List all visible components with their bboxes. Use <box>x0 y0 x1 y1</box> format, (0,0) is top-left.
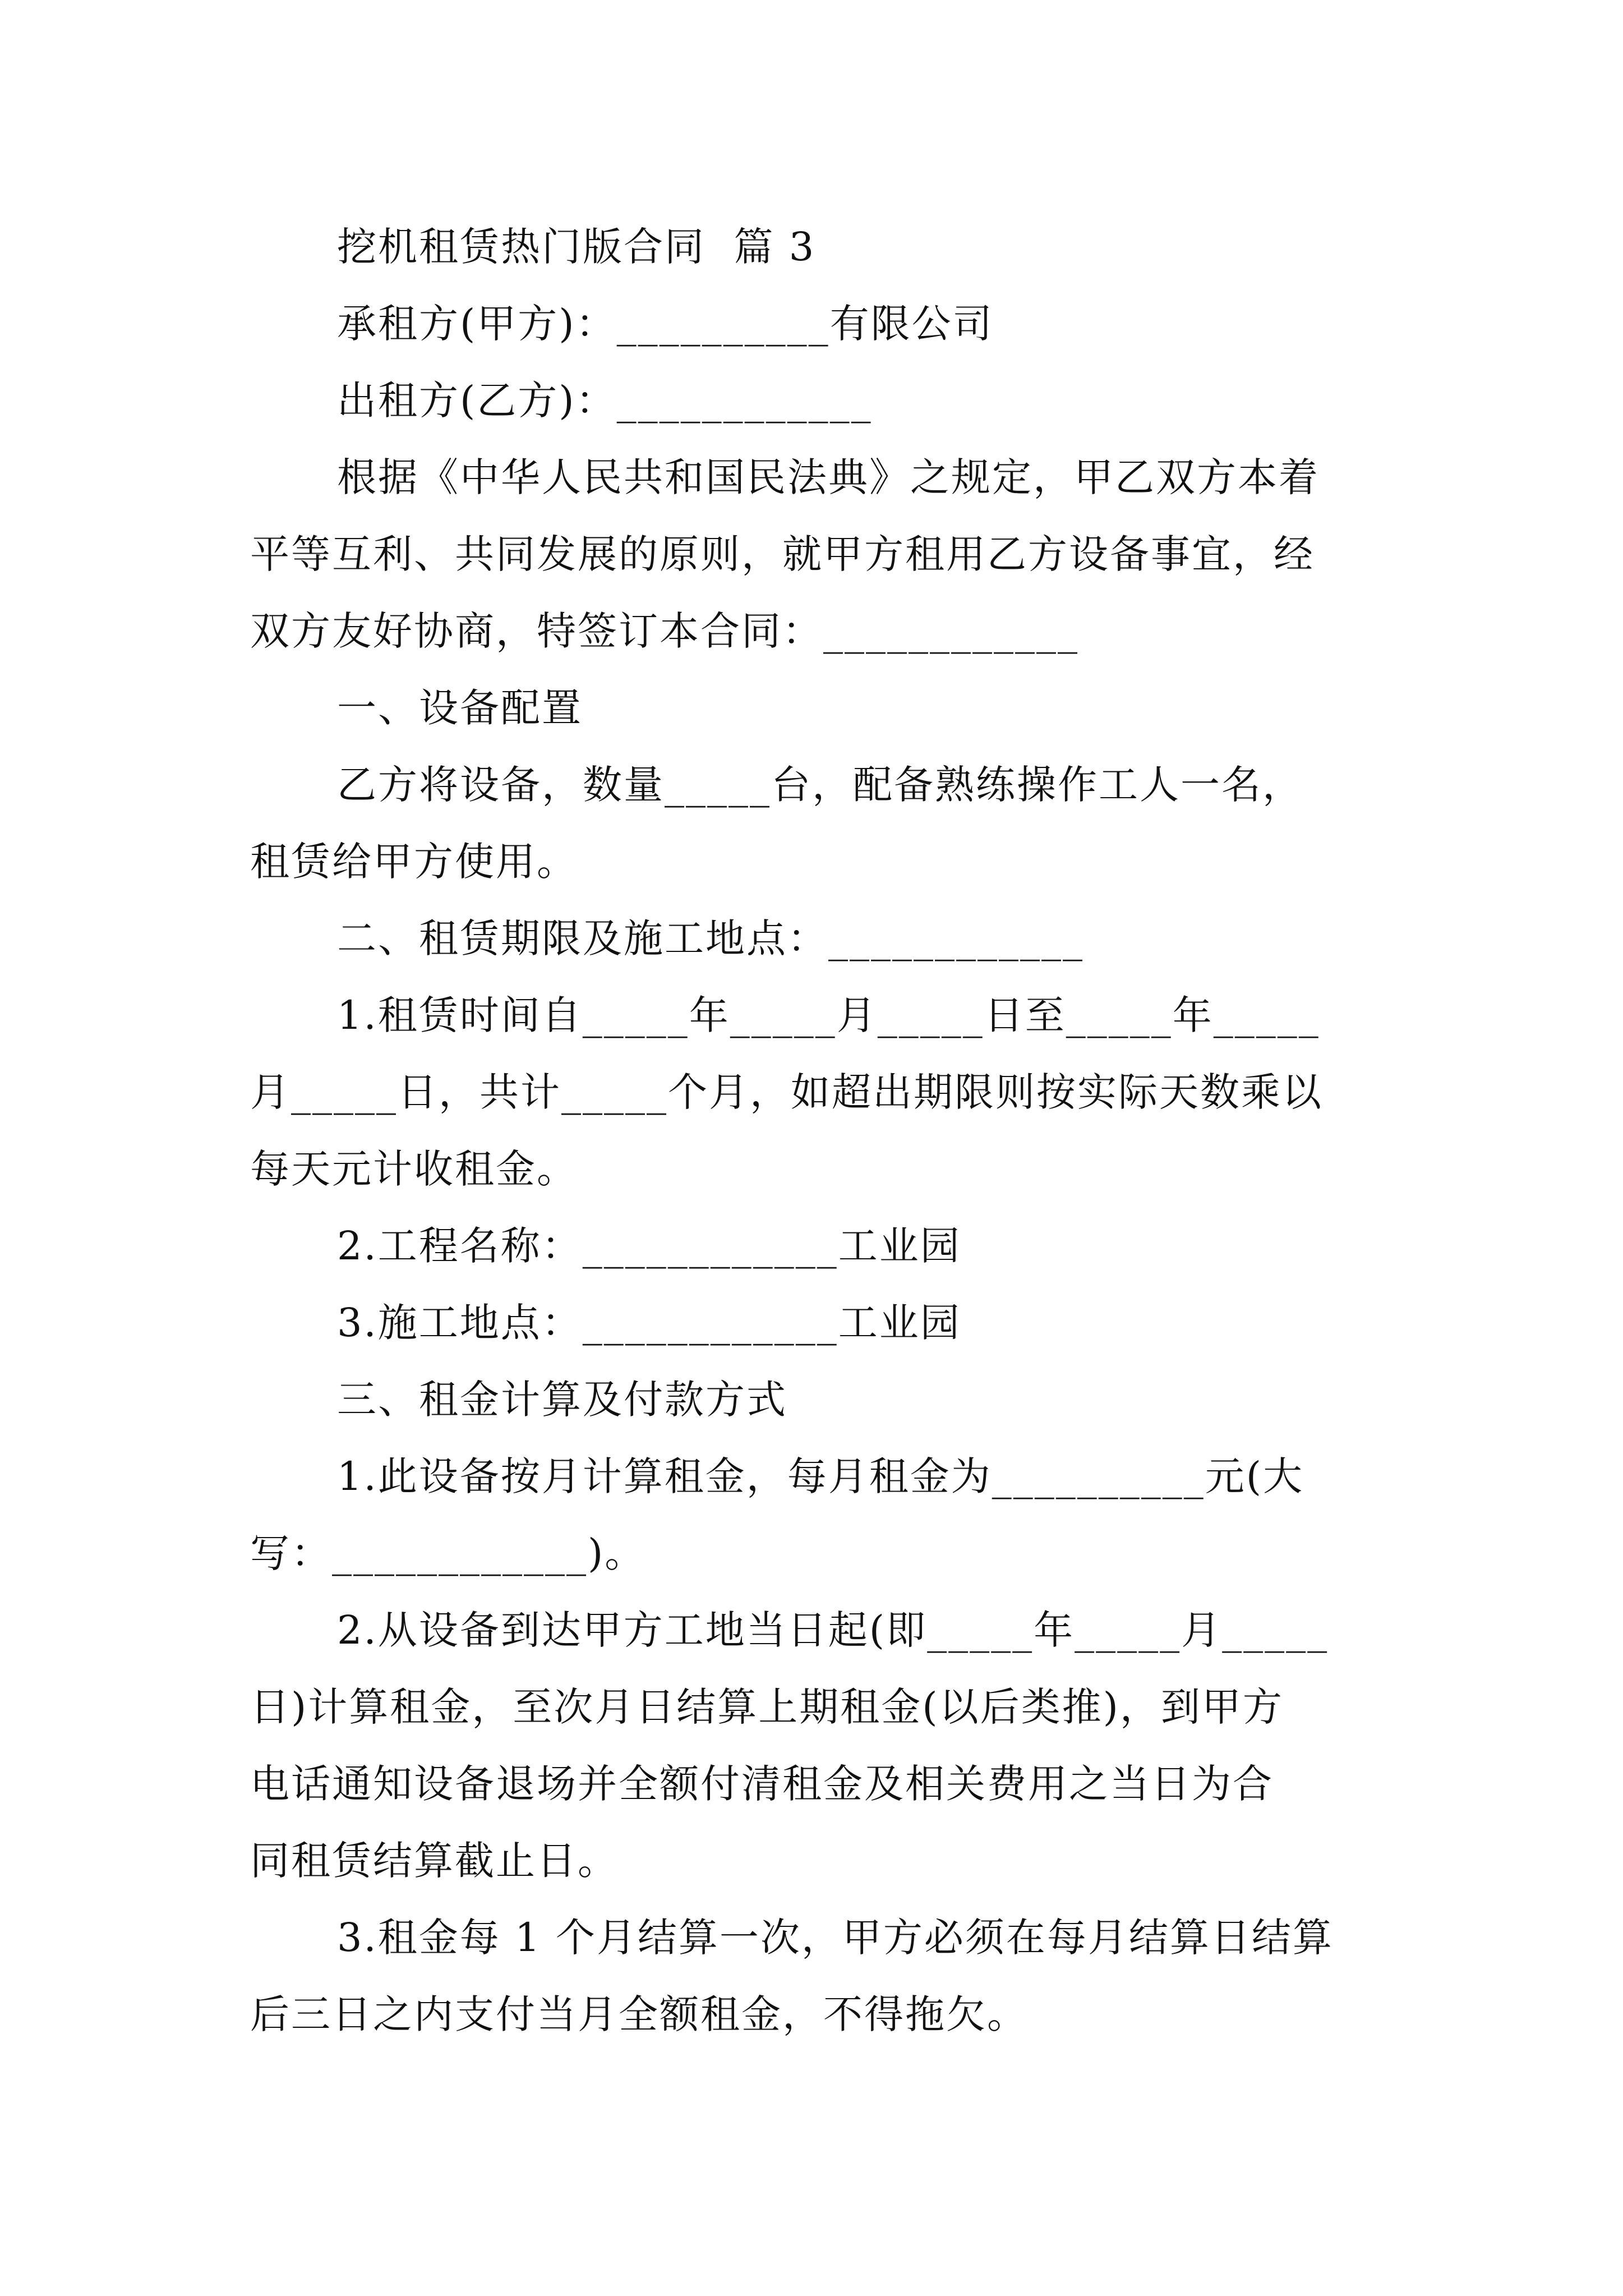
clause-3-2-line-2: 日)计算租金，至次月日结算上期租金(以后类推)，到甲方 <box>250 1684 1284 1730</box>
preamble-line-2: 平等互利、共同发展的原则，就甲方租用乙方设备事宜，经 <box>250 531 1315 577</box>
section-heading-1: 一、设备配置 <box>337 685 583 731</box>
clause-2-1-line-3: 每天元计收租金。 <box>250 1146 578 1192</box>
clause-3-2-line-4: 同租赁结算截止日。 <box>250 1838 619 1884</box>
clause-2-1-line-1: 1.租赁时间自_____年_____月_____日至_____年_____ <box>337 992 1320 1038</box>
section-heading-3: 三、租金计算及付款方式 <box>337 1377 787 1423</box>
lessee-line: 承租方(甲方)：__________有限公司 <box>337 301 994 347</box>
clause-3-3-line-2: 后三日之内支付当月全额租金，不得拖欠。 <box>250 1991 1028 2037</box>
clause-2-3: 3.施工地点：____________工业园 <box>337 1300 961 1346</box>
document-page <box>250 209 1389 2053</box>
section-1-line-1: 乙方将设备，数量_____台，配备熟练操作工人一名， <box>337 762 1303 808</box>
clause-3-1-line-2: 写：____________)。 <box>250 1530 646 1576</box>
clause-2-1-line-2: 月_____日，共计_____个月，如超出期限则按实际天数乘以 <box>250 1069 1323 1115</box>
clause-2-2: 2.工程名称：____________工业园 <box>337 1223 961 1269</box>
section-1-line-2: 租赁给甲方使用。 <box>250 839 578 885</box>
preamble-line-3: 双方友好协商，特签订本合同：____________ <box>250 608 1079 654</box>
document-title: 挖机租赁热门版合同 篇 3 <box>337 224 816 270</box>
lessor-line: 出租方(乙方)：____________ <box>337 378 873 424</box>
clause-3-3-line-1: 3.租金每 1 个月结算一次，甲方必须在每月结算日结算 <box>337 1915 1334 1961</box>
section-heading-2: 二、租赁期限及施工地点：____________ <box>337 915 1084 961</box>
clause-3-1-line-1: 1.此设备按月计算租金，每月租金为__________元(大 <box>337 1453 1304 1499</box>
clause-3-2-line-3: 电话通知设备退场并全额付清租金及相关费用之当日为合 <box>250 1761 1274 1807</box>
preamble-line-1: 根据《中华人民共和国民法典》之规定，甲乙双方本着 <box>337 454 1320 500</box>
clause-3-2-line-1: 2.从设备到达甲方工地当日起(即_____年_____月_____ <box>337 1607 1329 1653</box>
